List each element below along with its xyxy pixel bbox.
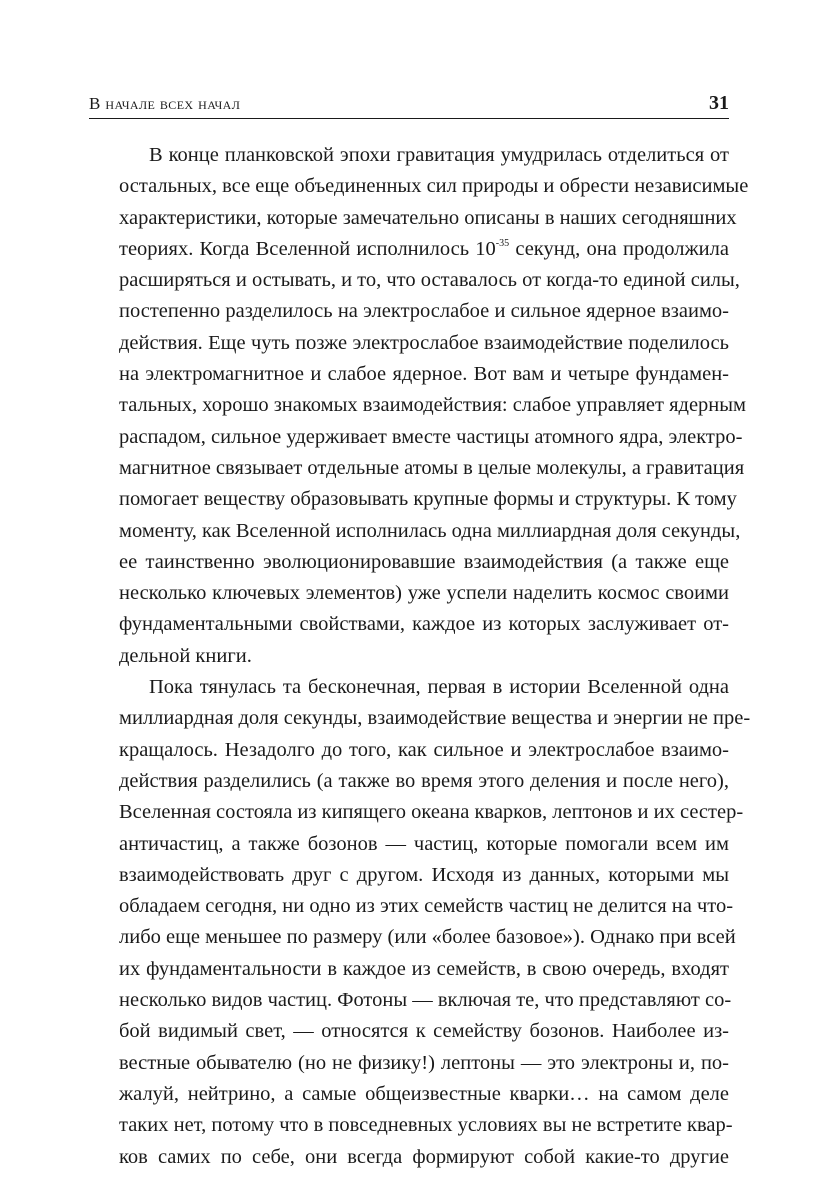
text-line: моменту, как Вселенной исполнилась одна миллиардная доля секунды, xyxy=(119,519,741,542)
running-header xyxy=(89,88,729,119)
text-line: характеристики, которые замечательно описаны в наших сегодняшних xyxy=(119,206,737,229)
text-line: постепенно разделилось на электрослабое и сильное ядерное взаимо- xyxy=(119,300,729,323)
text-line: кращалось. Незадолго до того, как сильное и электрослабое взаимо- xyxy=(119,738,729,761)
chapter-title: В начале всех начал xyxy=(89,94,241,113)
text-line: либо еще меньшее по размеру (или «более базовое»). Однако при всей xyxy=(119,926,736,949)
text-line: их фундаментальности в каждое из семейств, в свою очередь, входят xyxy=(119,957,729,980)
page-number: 31 xyxy=(709,92,729,114)
text-fragment: секунд, она продолжила xyxy=(509,237,729,260)
text-line: миллиардная доля секунды, взаимодействие вещества и энергии не пре- xyxy=(119,707,751,730)
text-line: распадом, сильное удерживает вместе частицы атомного ядра, электро- xyxy=(119,425,743,448)
paragraph xyxy=(89,672,751,1173)
text-line: расширяться и остывать, и то, что оставалось от когда-то единой силы, xyxy=(119,269,740,292)
text-line: действия разделились (а также во время этого деления и после него), xyxy=(119,769,729,792)
paragraph xyxy=(89,140,749,672)
text-line: таких нет, потому что в повседневных условиях вы не встретите квар- xyxy=(119,1114,733,1137)
text-line: обладаем сегодня, ни одно из этих семейств частиц не делится на что- xyxy=(119,895,734,918)
text-line: жалуй, нейтрино, а самые общеизвестные кварки… на самом деле xyxy=(119,1082,729,1105)
text-line: ков самих по себе, они всегда формируют собой какие-то другие xyxy=(119,1145,729,1168)
text-line: вестные обывателю (но не физику!) лептоны — это электроны и, по- xyxy=(119,1051,729,1074)
text-line: Пока тянулась та бесконечная, первая в истории Вселенной одна xyxy=(149,676,729,699)
text-line: Вселенная состояла из кипящего океана кварков, лептонов и их сестер- xyxy=(119,801,744,824)
text-line: В конце планковской эпохи гравитация умудрилась отделиться от xyxy=(149,144,729,166)
text-line: взаимодействовать друг с другом. Исходя из данных, которыми мы xyxy=(119,863,729,886)
text-fragment: теориях. Когда Вселенной исполнилось 10 xyxy=(119,237,496,260)
text-line: бой видимый свет, — относятся к семейству бозонов. Наиболее из- xyxy=(119,1020,729,1043)
text-line: ее таинственно эволюционировавшие взаимодействия (а также еще xyxy=(119,550,729,573)
text-line: остальных, все еще объединенных сил природы и обрести независимые xyxy=(119,175,749,198)
text-line: действия. Еще чуть позже электрослабое взаимодействие поделилось xyxy=(119,331,729,354)
text-line: несколько видов частиц. Фотоны — включая те, что представляют со- xyxy=(119,989,732,1012)
exponent: -35 xyxy=(495,237,510,249)
text-line: несколько ключевых элементов) уже успели наделить космос своими xyxy=(119,582,729,605)
text-line: античастиц, а также бозонов — частиц, которые помогали всем им xyxy=(119,832,729,855)
text-line xyxy=(89,234,729,265)
text-line: магнитное связывает отдельные атомы в целые молекулы, а гравитация xyxy=(119,456,745,479)
text-line: фундаментальными свойствами, каждое из которых заслуживает от- xyxy=(119,613,729,636)
text-line: помогает веществу образовывать крупные формы и структуры. К тому xyxy=(119,488,737,511)
text-line: тальных, хорошо знакомых взаимодействия: слабое управляет ядерным xyxy=(119,394,747,417)
text-line: на электромагнитное и слабое ядерное. Вот вам и четыре фундамен- xyxy=(119,363,729,386)
text-line: дельной книги. xyxy=(119,644,252,667)
body-text xyxy=(89,140,751,1173)
